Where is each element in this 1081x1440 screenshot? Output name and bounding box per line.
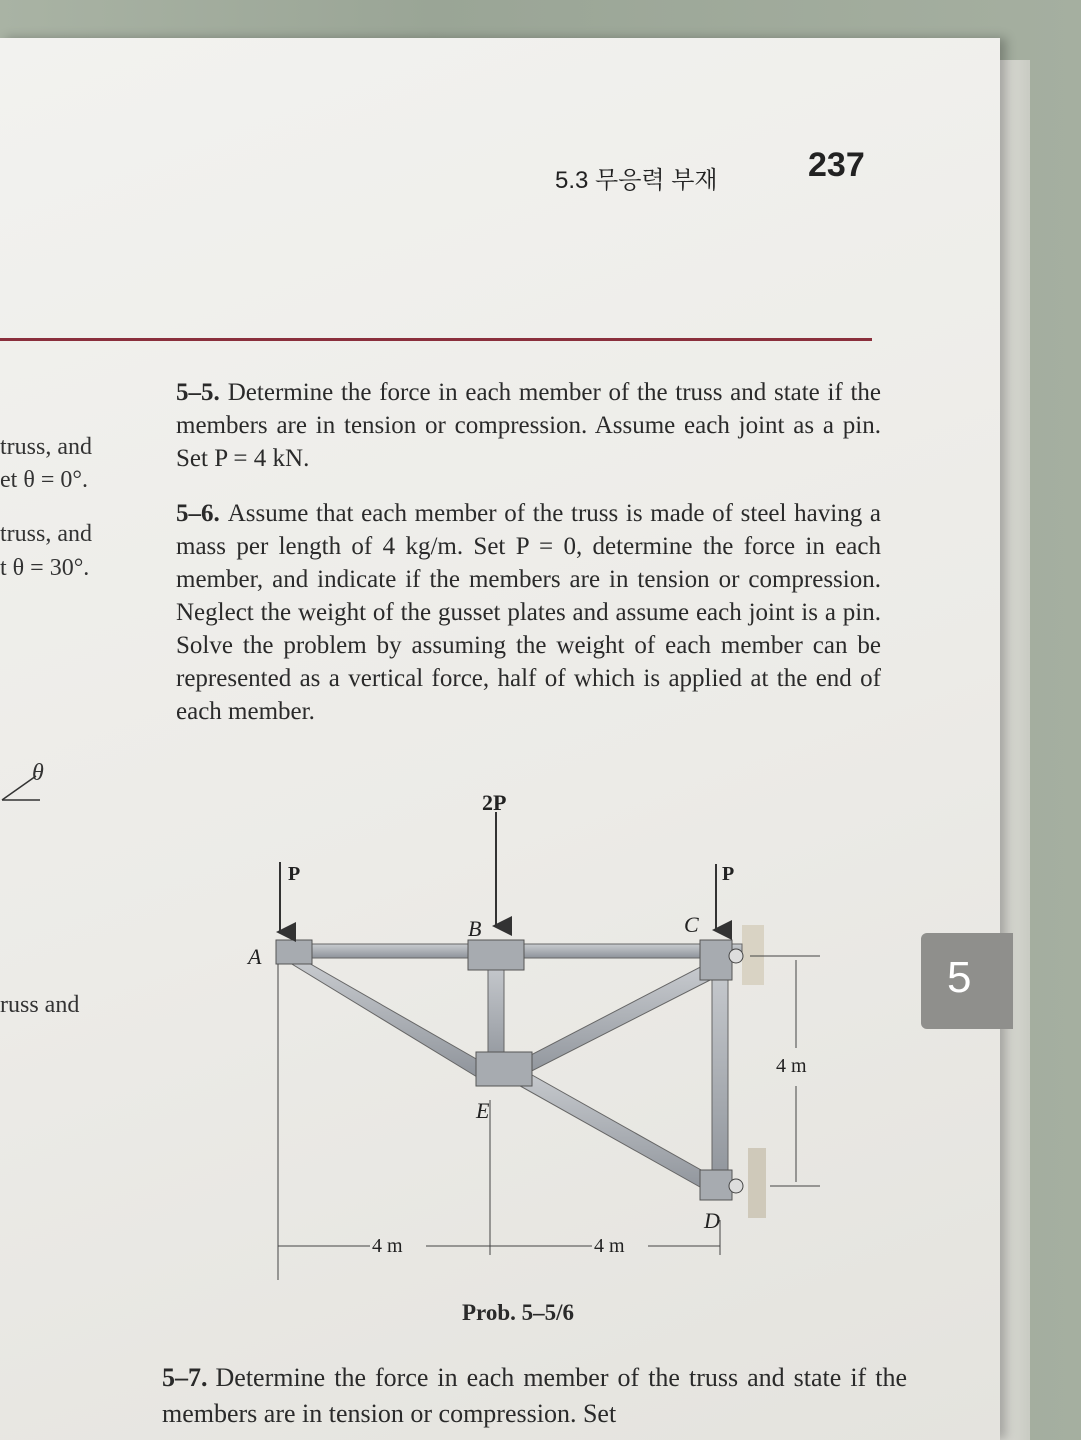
left-margin-angle-sketch [0, 760, 60, 810]
problem-5-5-number: 5–5. [176, 379, 220, 406]
dim-label-height: 4 m [776, 1055, 807, 1077]
pin-D [729, 1179, 743, 1193]
problem-5-7-number: 5–7. [162, 1363, 208, 1392]
left-margin-line-4: t θ = 30°. [0, 555, 90, 581]
page-edge [1000, 60, 1030, 1440]
gusset-E [476, 1052, 532, 1086]
load-label-2P: 2P [482, 790, 507, 815]
section-title: 5.3 무응력 부재 [555, 167, 718, 194]
joint-label-D: D [704, 1208, 720, 1233]
problem-5-5-text: Determine the force in each member of the truss and state if the members are in tension or compression. Assume each joint as a pin. Set P = 4 kN. [176, 379, 881, 472]
joint-label-B: B [468, 916, 482, 941]
gusset-C [700, 940, 732, 980]
joint-label-C: C [684, 912, 699, 937]
problem-5-7-text: Determine the force in each member of the truss and state if the members are in tension or compression. Set [162, 1363, 907, 1428]
chapter-tab-number: 5 [947, 953, 972, 1002]
chapter-tab [921, 933, 1013, 1029]
problem-5-6-number: 5–6. [176, 500, 220, 527]
figure-caption: Prob. 5–5/6 [462, 1300, 575, 1325]
left-margin-line-2: et θ = 0°. [0, 467, 88, 493]
load-label-P-left: P [288, 863, 301, 885]
wall-support-bottom [748, 1148, 766, 1218]
dim-label-left: 4 m [372, 1235, 403, 1257]
left-margin-theta: θ [32, 760, 44, 786]
page-number: 237 [808, 146, 865, 184]
member-CD [712, 958, 728, 1190]
member-AE [282, 958, 492, 1080]
gusset-B [468, 940, 524, 970]
gusset-D [700, 1170, 732, 1200]
joint-label-E: E [476, 1098, 490, 1123]
gusset-A [276, 940, 312, 964]
pin-C [729, 949, 743, 963]
problem-5-6 [176, 497, 881, 728]
wall-support-top [742, 925, 764, 985]
problem-5-5 [176, 376, 881, 475]
member-ED [506, 1066, 726, 1196]
left-margin-line-5: russ and [0, 992, 80, 1018]
left-margin-line-3: truss, and [0, 521, 92, 547]
problem-5-6-text: Assume that each member of the truss is made of steel having a mass per length of 4 kg/m. Set P = 0, determine the force in each member, and indicate if the members are in tension or compression. Neglect the weight of the gusset plates and assume each joint is a pin. Solve the problem by assuming the weight of each member can be represented as a vertical force, half of which is applied at the end of each member. [176, 500, 881, 725]
truss-figure [230, 780, 830, 1290]
joint-label-A: A [248, 944, 262, 969]
member-EC [506, 962, 718, 1080]
section-rule [0, 338, 872, 341]
dim-label-right: 4 m [594, 1235, 625, 1257]
load-label-P-right: P [722, 863, 735, 885]
problem-5-7 [162, 1360, 907, 1432]
left-margin-line-1: truss, and [0, 434, 92, 460]
